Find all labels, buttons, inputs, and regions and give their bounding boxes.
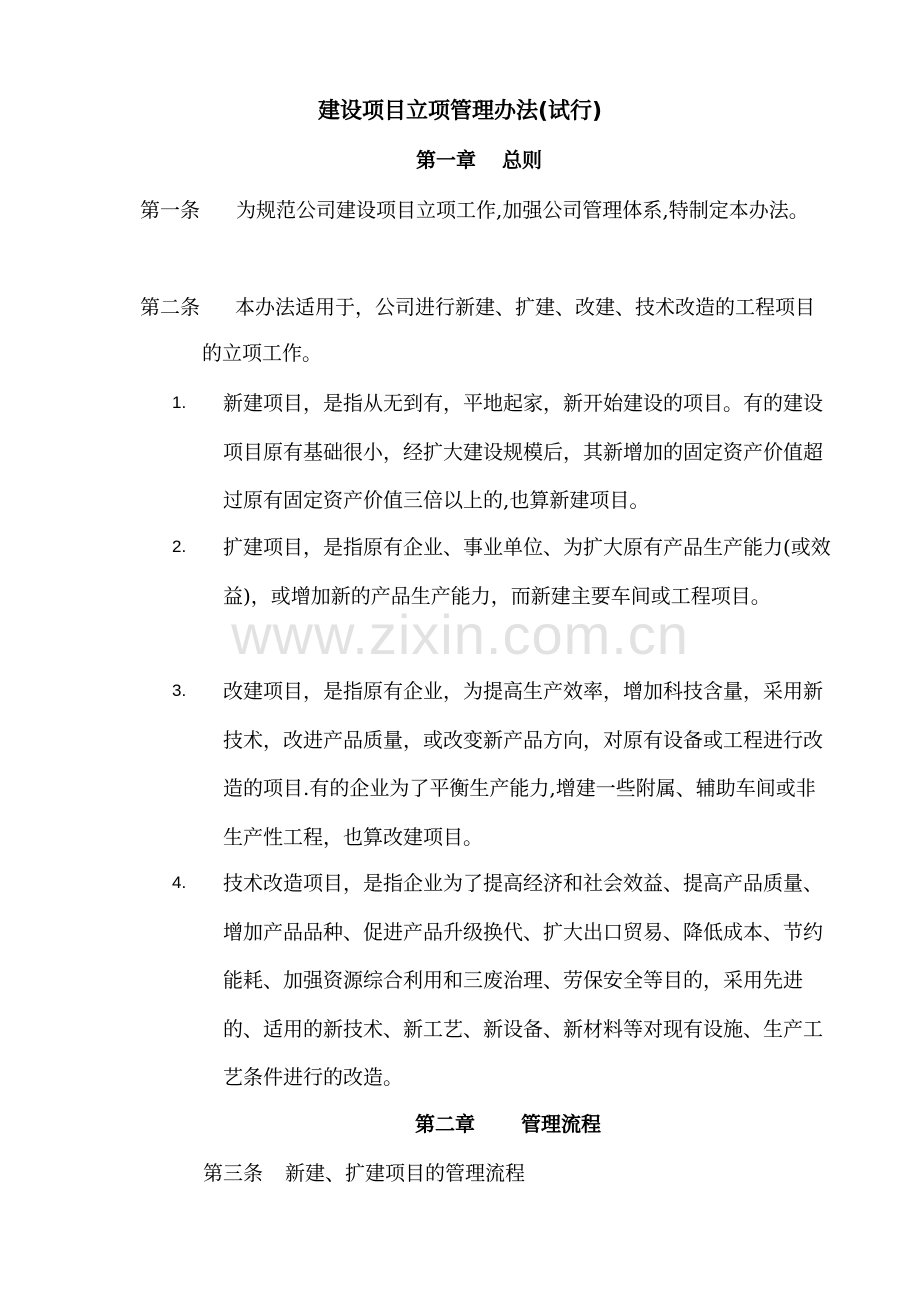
list-item-3-number: 3. (172, 681, 187, 700)
article-3-text: 新建、扩建项目的管理流程 (285, 1161, 525, 1185)
list-item-1-text: 新建项目，是指从无到有，平地起家，新开始建设的项目。有的建设项目原有基础很小，经扩大建设规模后，其新增加的固定资产价值超过原有固定资产价值三倍以上的,也算新建项目。 (223, 391, 823, 512)
chapter-2-label: 第二章 (415, 1112, 475, 1136)
list-item-1-number: 1. (172, 393, 187, 412)
list-item-3 (172, 667, 832, 861)
list-item-3-text: 改建项目，是指原有企业，为提高生产效率，增加科技含量，采用新技术，改进产品质量，或改变新产品方向，对原有设备或工程进行改造的项目.有的企业为了平衡生产能力,增建一些附属、辅助车间或非生产性工程，也算改建项目。 (223, 679, 823, 849)
list-item-4-number: 4. (172, 873, 187, 892)
list-item-2-text: 扩建项目，是指原有企业、事业单位、为扩大原有产品生产能力(或效益)，或增加新的产品生产能力，而新建主要车间或工程项目。 (223, 535, 831, 608)
article-1-text: 为规范公司建设项目立项工作,加强公司管理体系,特制定本办法。 (236, 198, 809, 222)
list-item-2 (172, 523, 832, 620)
article-1 (140, 187, 830, 233)
list-item-1 (172, 379, 832, 525)
chapter-2-heading (415, 1104, 601, 1144)
chapter-2-name: 管理流程 (521, 1112, 601, 1136)
list-item-4 (172, 859, 832, 1102)
watermark: www.zixin.com.cn (231, 603, 689, 666)
article-2-label: 第二条 (140, 295, 200, 319)
document-title: 建设项目立项管理办法(试行) (317, 99, 603, 124)
article-1-label: 第一条 (140, 198, 200, 222)
article-2 (140, 284, 830, 376)
list-item-2-number: 2. (172, 537, 187, 556)
chapter-1-label: 第一章 (416, 148, 476, 172)
chapter-1-heading (416, 140, 542, 180)
article-3 (203, 1153, 525, 1193)
article-2-text: 本办法适用于，公司进行新建、扩建、改建、技术改造的工程项目的立项工作。 (202, 295, 815, 365)
chapter-1-name: 总则 (502, 148, 542, 172)
list-item-4-text: 技术改造项目，是指企业为了提高经济和社会效益、提高产品质量、增加产品品种、促进产品升级换代、扩大出口贸易、降低成本、节约能耗、加强资源综合利用和三废治理、劳保安全等目的，采用先进的、适用的新技术、新工艺、新设备、新材料等对现有设施、生产工艺条件进行的改造。 (223, 871, 823, 1089)
article-3-label: 第三条 (203, 1161, 263, 1185)
